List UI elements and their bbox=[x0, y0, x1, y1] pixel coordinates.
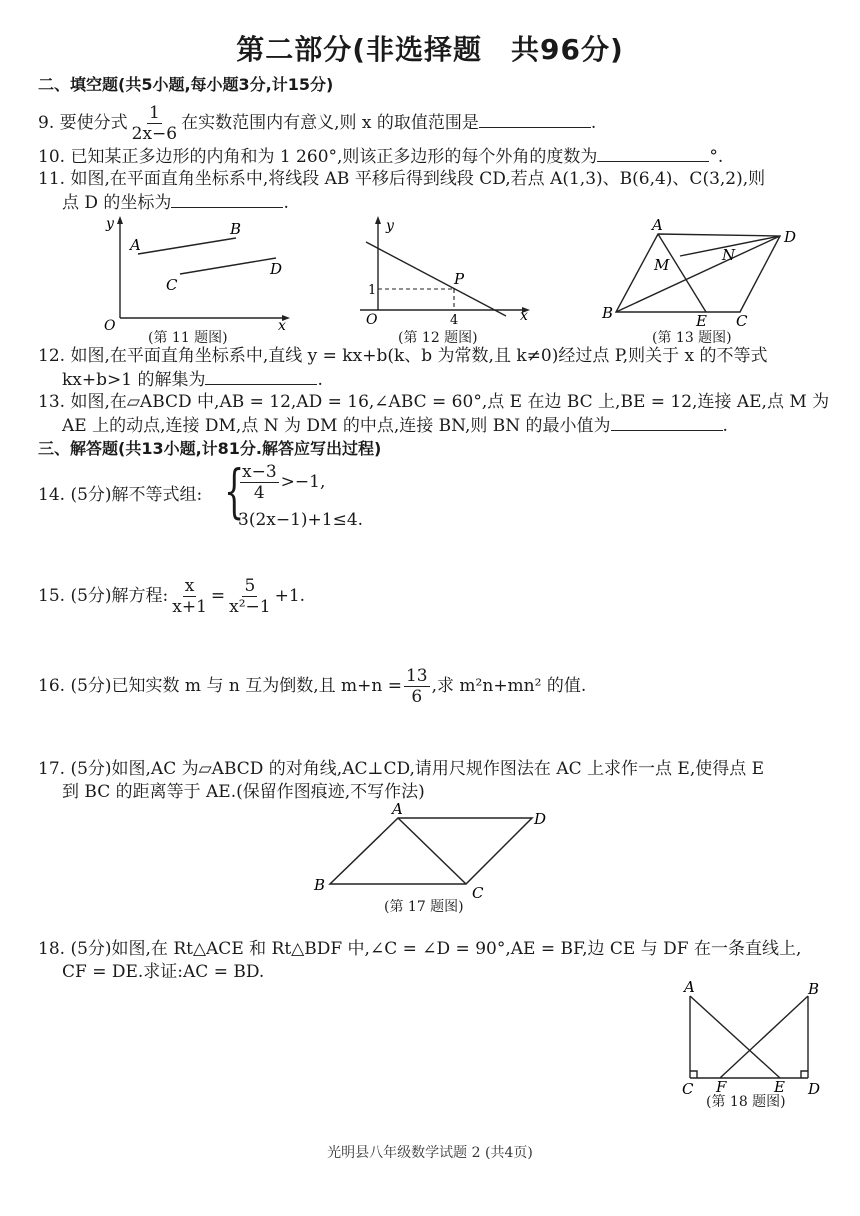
question-17-line-1: 17. (5分)如图,AC 为▱ABCD 的对角线,AC⊥CD,请用尺规作图法在 AC 上求作一点 E,使得点 E bbox=[38, 759, 765, 779]
q15-prefix: 15. (5分)解方程: bbox=[38, 586, 169, 606]
q9-end: . bbox=[590, 113, 597, 133]
question-13-line-1: 13. 如图,在▱ABCD 中,AB = 12,AD = 16,∠ABC = 60°,点 E 在边 BC 上,BE = 12,连接 AE,点 M 为 bbox=[38, 392, 830, 412]
fig11-label-a: A bbox=[130, 236, 141, 254]
fig11-label-o: O bbox=[104, 318, 116, 334]
fig11-label-c: C bbox=[166, 276, 178, 294]
fig13-label-e: E bbox=[696, 312, 707, 330]
q11-text: 点 D 的坐标为 bbox=[62, 193, 172, 213]
fig12-label-x: x bbox=[520, 308, 528, 324]
fig18-label-a: A bbox=[684, 978, 695, 996]
q11-answer-blank[interactable] bbox=[171, 191, 283, 208]
fig11-segment-cd bbox=[180, 258, 276, 274]
question-15 bbox=[38, 576, 305, 617]
section-heading-answer: 三、解答题(共13小题,计81分.解答应写出过程) bbox=[38, 439, 382, 458]
fig17-label-a: A bbox=[392, 800, 403, 818]
q15-right-numerator: 5 bbox=[244, 576, 256, 596]
fig13-caption: (第 13 题图) bbox=[652, 330, 732, 346]
question-12-line-2 bbox=[62, 368, 323, 391]
q14-inequality-1 bbox=[238, 462, 325, 503]
question-18-line-1: 18. (5分)如图,在 Rt△ACE 和 Rt△BDF 中,∠C = ∠D = 90°,AE = BF,边 CE 与 DF 在一条直线上, bbox=[38, 939, 802, 959]
q15-rest: +1. bbox=[274, 586, 306, 606]
q14-inequality-2: 3(2x−1)+1≤4. bbox=[238, 510, 364, 530]
q9-answer-blank[interactable] bbox=[479, 111, 591, 128]
q16-post: ,求 m²n+mn² 的值. bbox=[431, 676, 587, 696]
q15-left-numerator: x bbox=[184, 576, 195, 596]
fig18-right-angle-d bbox=[801, 1071, 808, 1078]
fig17-caption: (第 17 题图) bbox=[384, 899, 464, 915]
fig12-caption: (第 12 题图) bbox=[398, 330, 478, 346]
fig17-label-b: B bbox=[314, 876, 326, 894]
q14-numerator: x−3 bbox=[242, 462, 277, 482]
fig18-segment-ae bbox=[690, 996, 780, 1078]
fig11-label-b: B bbox=[230, 220, 242, 238]
fig13-label-d: D bbox=[784, 228, 797, 246]
fig13-label-n: N bbox=[722, 246, 736, 264]
fig17-label-c: C bbox=[472, 884, 484, 900]
question-17-line-2: 到 BC 的距离等于 AE.(保留作图痕迹,不写作法) bbox=[62, 782, 425, 802]
figure-17 bbox=[310, 800, 560, 900]
figure-13 bbox=[596, 214, 816, 334]
fig13-label-m: M bbox=[654, 256, 670, 274]
figure-18 bbox=[676, 978, 826, 1098]
question-12-line-1: 12. 如图,在平面直角坐标系中,直线 y = kx+b(k、b 为常数,且 k≠0)经过点 P,则关于 x 的不等式 bbox=[38, 346, 768, 366]
q13-text: AE 上的动点,连接 DM,点 N 为 DM 的中点,连接 BN,则 BN 的最小值为 bbox=[62, 416, 611, 436]
section-heading-fill-in: 二、填空题(共5小题,每小题3分,计15分) bbox=[38, 75, 334, 94]
q16-prefix: 16. (5分)已知实数 m 与 n 互为倒数,且 m+n = bbox=[38, 676, 402, 696]
fig11-caption: (第 11 题图) bbox=[148, 330, 228, 346]
fig13-label-a: A bbox=[652, 216, 663, 234]
fig17-diagonal-ac bbox=[398, 818, 466, 884]
q15-equals: = bbox=[210, 586, 226, 606]
fig18-segment-bf bbox=[720, 996, 808, 1078]
fig11-y-arrow-icon bbox=[117, 216, 123, 224]
fig12-label-one: 1 bbox=[368, 283, 377, 298]
fig17-label-d: D bbox=[534, 810, 547, 828]
q9-numerator: 1 bbox=[148, 103, 160, 123]
fig12-line bbox=[366, 242, 506, 316]
q16-numerator: 13 bbox=[405, 666, 428, 686]
page-title: 第二部分(非选择题 共96分) bbox=[236, 33, 624, 66]
fig18-label-e: E bbox=[774, 1078, 785, 1096]
fig13-label-b: B bbox=[602, 304, 614, 322]
figure-12 bbox=[356, 214, 536, 344]
fig18-label-f: F bbox=[716, 1078, 727, 1096]
q14-eq1-rest: >−1, bbox=[280, 472, 326, 492]
q10-end: °. bbox=[709, 147, 724, 167]
q12-text: kx+b>1 的解集为 bbox=[62, 370, 206, 390]
q15-right-denominator: x²−1 bbox=[229, 597, 271, 617]
question-16 bbox=[38, 666, 586, 707]
q16-fraction bbox=[404, 666, 430, 707]
q14-denominator: 4 bbox=[253, 483, 265, 503]
fig12-label-p: P bbox=[454, 270, 465, 288]
q14-brace: { bbox=[224, 457, 245, 525]
fig12-y-arrow-icon bbox=[375, 216, 381, 224]
page-footer: 光明县八年级数学试题 2 (共4页) bbox=[327, 1145, 533, 1161]
q11-end: . bbox=[283, 193, 289, 213]
fig12-label-y: y bbox=[386, 218, 394, 234]
fig11-label-x: x bbox=[278, 318, 286, 334]
q14-fraction bbox=[240, 462, 279, 503]
question-10 bbox=[38, 145, 723, 168]
fig13-segment-bd bbox=[616, 236, 780, 312]
q12-end: . bbox=[317, 370, 323, 390]
q9-prefix: 9. 要使分式 bbox=[38, 113, 128, 133]
fig18-caption: (第 18 题图) bbox=[706, 1094, 786, 1110]
fig12-label-four: 4 bbox=[450, 313, 459, 328]
fig12-label-o: O bbox=[366, 312, 378, 328]
q9-text: 在实数范围内有意义,则 x 的取值范围是 bbox=[181, 113, 479, 133]
q12-answer-blank[interactable] bbox=[205, 368, 317, 385]
fig11-label-d: D bbox=[270, 260, 283, 278]
q9-denominator: 2x−6 bbox=[131, 124, 178, 144]
q13-answer-blank[interactable] bbox=[611, 414, 723, 431]
q15-left-denominator: x+1 bbox=[172, 597, 207, 617]
fig11-segment-ab bbox=[138, 238, 236, 254]
question-11-line-1: 11. 如图,在平面直角坐标系中,将线段 AB 平移后得到线段 CD,若点 A(1,3)、B(6,4)、C(3,2),则 bbox=[38, 169, 766, 189]
question-14-prefix: 14. (5分)解不等式组: bbox=[38, 485, 203, 505]
fig18-right-angle-c bbox=[690, 1071, 697, 1078]
q9-fraction bbox=[130, 103, 179, 144]
question-9 bbox=[38, 103, 596, 144]
question-11-line-2 bbox=[62, 191, 289, 214]
fig11-label-y: y bbox=[106, 216, 114, 232]
figure-11 bbox=[96, 214, 296, 344]
fig13-label-c: C bbox=[736, 312, 748, 330]
fig18-label-b: B bbox=[808, 980, 820, 998]
q10-answer-blank[interactable] bbox=[597, 145, 709, 162]
q10-text: 10. 已知某正多边形的内角和为 1 260°,则该正多边形的每个外角的度数为 bbox=[38, 147, 598, 167]
q16-denominator: 6 bbox=[411, 687, 423, 707]
question-13-line-2 bbox=[62, 414, 728, 437]
q15-right-fraction bbox=[227, 576, 272, 617]
q13-end: . bbox=[722, 416, 728, 436]
fig18-label-c: C bbox=[682, 1080, 694, 1098]
q15-left-fraction bbox=[170, 576, 209, 617]
fig18-label-d: D bbox=[808, 1080, 821, 1098]
question-18-line-2: CF = DE.求证:AC = BD. bbox=[62, 962, 265, 982]
